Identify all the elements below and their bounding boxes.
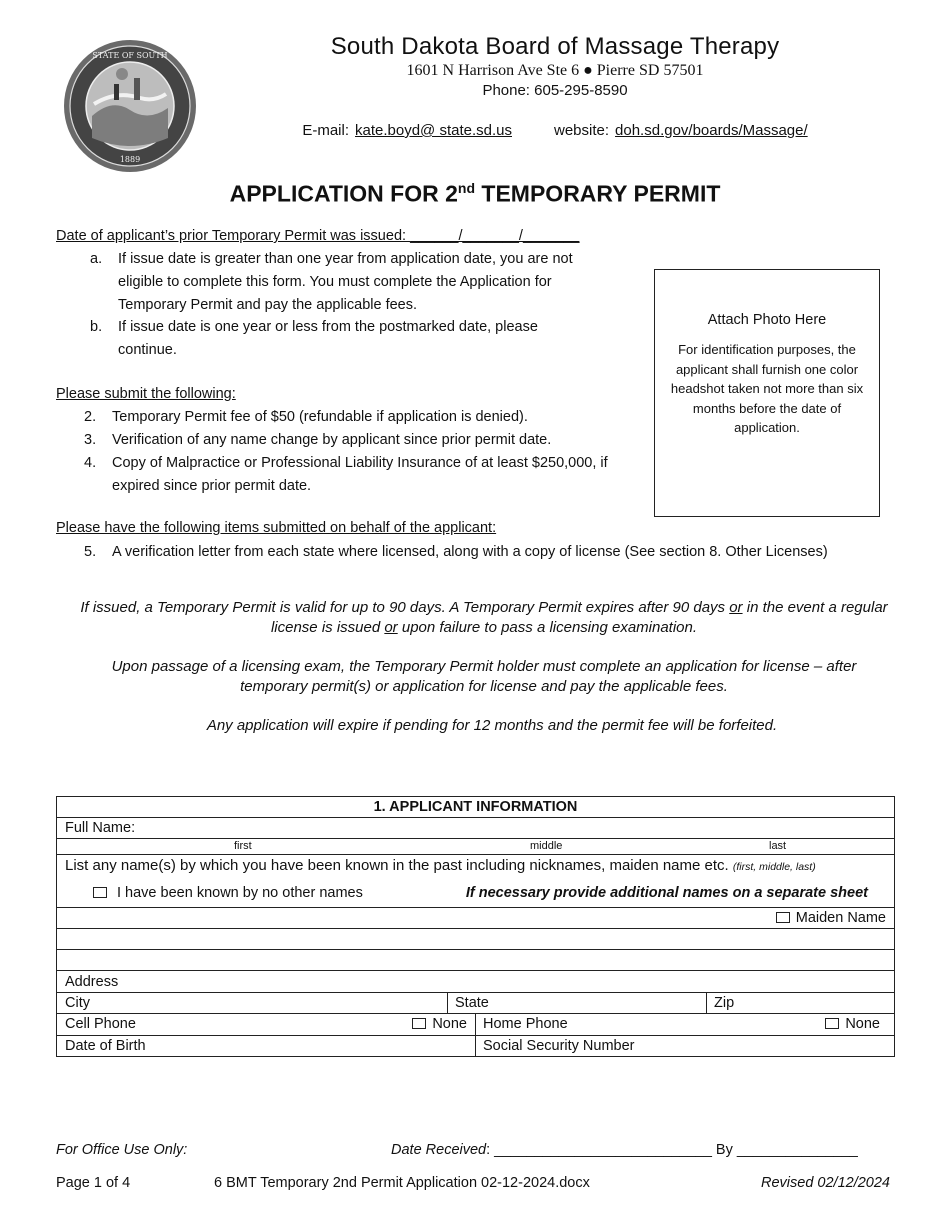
file-name: 6 BMT Temporary 2nd Permit Application 02-12-2024.docx [214, 1175, 590, 1191]
no-other-names-checkbox[interactable] [93, 887, 107, 898]
expiration-note: Any application will expire if pending for 12 months and the permit fee will be forfeited. [206, 717, 778, 734]
website-link[interactable]: doh.sd.gov/boards/Massage/ [615, 122, 808, 139]
cell-phone-field[interactable]: Cell Phone None [65, 1016, 467, 1032]
exam-note: Upon passage of a licensing exam, the Temporary Permit holder must complete an application for license – after temporary permit(s) or application for license and pay the applicable fees. [111, 658, 857, 695]
city-field[interactable]: City [65, 995, 90, 1011]
photo-title: Attach Photo Here [707, 312, 827, 328]
office-use-label: For Office Use Only: [56, 1142, 188, 1158]
full-name-row[interactable] [57, 818, 894, 839]
behalf-heading: Please have the following items submitted on behalf of the applicant: [56, 520, 497, 536]
section-title: 1. APPLICANT INFORMATION [373, 799, 578, 815]
other-names-row [57, 855, 894, 908]
home-phone-none-checkbox[interactable] [825, 1018, 839, 1029]
contact-row [260, 122, 850, 139]
svg-text:1889: 1889 [119, 155, 141, 164]
dob-ssn-row [57, 1036, 894, 1057]
zip-field[interactable]: Zip [714, 995, 735, 1011]
phone-row [57, 1014, 894, 1036]
board-phone: Phone: 605-295-8590 [482, 82, 628, 99]
revised-date: Revised 02/12/2024 [761, 1175, 890, 1191]
middle-label: middle [530, 840, 563, 852]
address-row[interactable] [57, 971, 894, 993]
ssn-field[interactable]: Social Security Number [483, 1038, 635, 1054]
svg-text:STATE OF SOUTH: STATE OF SOUTH [92, 51, 168, 60]
photo-instructions: For identification purposes, the applicant shall furnish one color headshot taken not more than six months before the date of application. [670, 342, 864, 435]
email-link[interactable]: kate.boyd@ state.sd.us [355, 122, 512, 139]
submit-heading: Please submit the following: [56, 386, 236, 402]
cell-phone-none-option[interactable]: None [412, 1014, 467, 1034]
last-label: last [769, 840, 787, 852]
dob-field[interactable]: Date of Birth [65, 1038, 146, 1054]
home-phone-field[interactable]: Home Phone None [483, 1016, 880, 1032]
email-label: E-mail: [302, 122, 350, 139]
address-label: Address [65, 974, 119, 990]
page-number: Page 1 of 4 [56, 1175, 131, 1191]
name-parts-row [57, 839, 894, 855]
section-header-row [57, 797, 894, 818]
other-name-row[interactable] [57, 908, 894, 929]
other-name-row[interactable] [57, 929, 894, 950]
home-phone-none-option[interactable]: None [825, 1014, 880, 1034]
state-field[interactable]: State [455, 995, 489, 1011]
board-address: 1601 N Harrison Ave Ste 6 ● Pierre SD 57501 [406, 62, 704, 79]
maiden-name-option[interactable]: Maiden Name [776, 908, 886, 928]
full-name-label: Full Name: [65, 820, 136, 836]
form-title: APPLICATION FOR 2nd TEMPORARY PERMIT [229, 180, 721, 207]
first-label: first [234, 840, 252, 852]
city-state-zip-row [57, 993, 894, 1014]
other-name-row[interactable] [57, 950, 894, 971]
validity-note: If issued, a Temporary Permit is valid for up to 90 days. A Temporary Permit expires after 90 days or in the event a regular license is issued or upon failure to pass a licensing examination. [80, 599, 888, 636]
maiden-name-checkbox[interactable] [776, 912, 790, 923]
cell-phone-none-checkbox[interactable] [412, 1018, 426, 1029]
no-other-names-option[interactable]: I have been known by no other names [93, 885, 363, 901]
separate-sheet-note: If necessary provide additional names on a separate sheet [465, 885, 868, 901]
applicant-information-table [56, 796, 895, 1057]
website-label: website: [554, 122, 610, 139]
state-seal-icon [62, 38, 198, 174]
board-name: South Dakota Board of Massage Therapy [330, 33, 780, 60]
date-received-line: Date Received: ___________________________ By _______________ [391, 1142, 858, 1158]
photo-box[interactable] [654, 269, 880, 517]
prior-permit-date-line: Date of applicant’s prior Temporary Permit was issued: ______/_______/_______ [56, 228, 580, 244]
other-names-label: List any name(s) by which you have been known in the past including nicknames, maiden name etc. (first, middle, last) [65, 857, 816, 874]
